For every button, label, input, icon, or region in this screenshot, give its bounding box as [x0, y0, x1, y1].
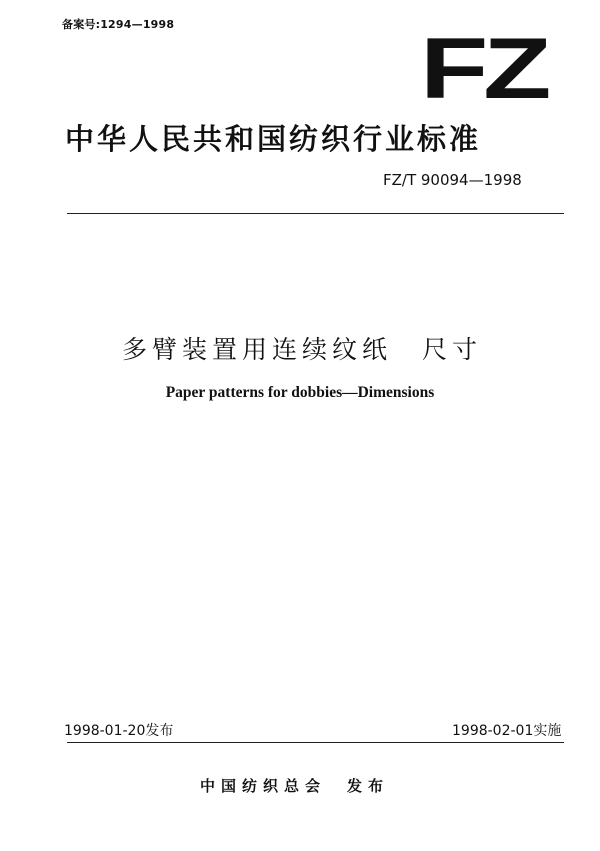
document-title-chinese: 多臂装置用连续纹纸 尺寸	[122, 335, 483, 364]
bottom-divider	[67, 742, 564, 743]
issue-date: 1998-01-20发布	[64, 723, 174, 739]
document-title-english: Paper patterns for dobbies—Dimensions	[165, 384, 435, 401]
standard-number: FZ/T 90094—1998	[383, 171, 522, 189]
filing-number: 备案号:1294—1998	[62, 18, 175, 31]
implementation-date: 1998-02-01实施	[452, 723, 562, 739]
standard-category-logo: FZ	[420, 21, 547, 117]
standard-organization-title: 中华人民共和国纺织行业标准	[65, 122, 482, 156]
publisher: 中国纺织总会 发布	[200, 777, 390, 795]
top-divider	[67, 213, 564, 214]
